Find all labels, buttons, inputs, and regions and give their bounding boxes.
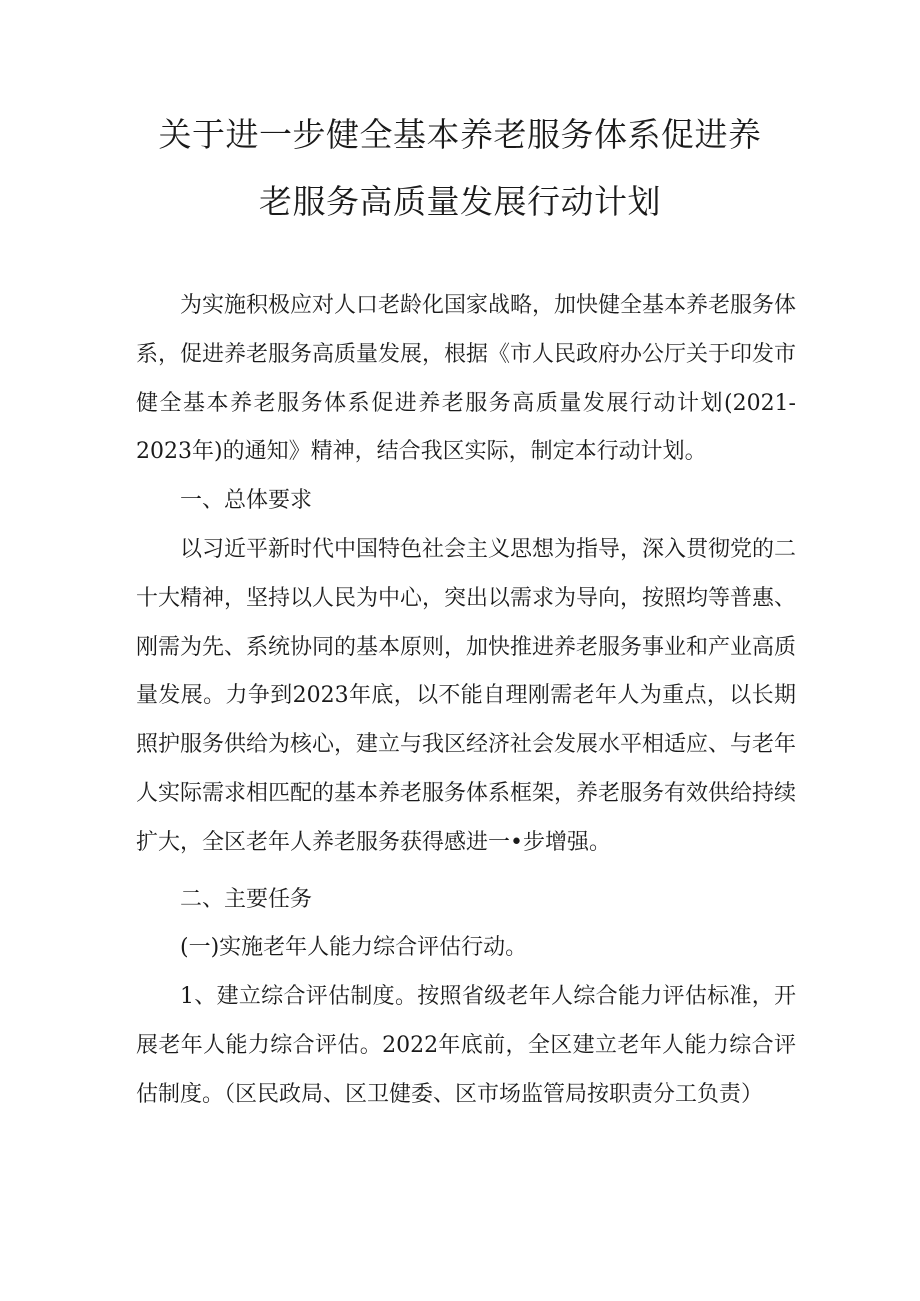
- general-requirements-paragraph: 以习近平新时代中国特色社会主义思想为指导，深入贯彻党的二十大精神，坚持以人民为中心，突出以需求为导向，按照均等普惠、刚需为先、系统协同的基本原则，加快推进养老服务事业和产业高质量发展。力争到2023年底，以不能自理刚需老年人为重点，以长期照护服务供给为核心，建立与我区经济社会发展水平相适应、与老年人实际需求相匹配的基本养老服务体系框架，养老服务有效供给持续扩大，全区老年人养老服务获得感进一•步增强。: [136, 536, 797, 855]
- document-body: [136, 282, 796, 1120]
- document-title-line-1: 关于进一步健全基本养老服务体系促进养: [158, 115, 762, 154]
- document-title-line-2: 老服务高质量发展行动计划: [259, 182, 661, 221]
- section-heading-general-requirements: 一、总体要求: [180, 488, 313, 514]
- section-heading-main-tasks: 二、主要任务: [180, 886, 313, 912]
- intro-paragraph: 为实施积极应对人口老龄化国家战略，加快健全基本养老服务体系，促进养老服务高质量发展，根据《市人民政府办公厅关于印发市健全基本养老服务体系促进养老服务高质量发展行动计划(2021-2023年)的通知》精神，结合我区实际，制定本行动计划。: [136, 293, 797, 465]
- subsection-heading-assessment: (一)实施老年人能力综合评估行动。: [180, 935, 528, 961]
- task-1-paragraph: 1、建立综合评估制度。按照省级老年人综合能力评估标准，开展老年人能力综合评估。2022年底前，全区建立老年人能力综合评估制度。（区民政局、区卫健委、区市场监管局按职责分工负责）: [136, 984, 796, 1107]
